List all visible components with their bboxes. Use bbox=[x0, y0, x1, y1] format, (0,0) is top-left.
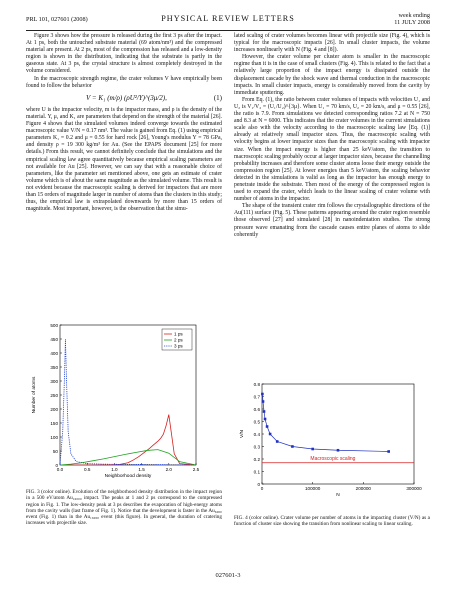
y-axis-label: Number of atoms bbox=[32, 376, 37, 414]
issue-date bbox=[394, 13, 430, 26]
y-tick-label: 0.5 bbox=[253, 419, 260, 425]
journal-ref: PRL 101, 027601 (2008) bbox=[26, 16, 88, 23]
y-tick-label: 400 bbox=[50, 350, 58, 356]
series-line bbox=[262, 394, 388, 452]
x-tick-label: 2.5 bbox=[192, 467, 200, 472]
data-point bbox=[276, 440, 279, 443]
y-tick-label: 0 bbox=[55, 462, 58, 468]
week-label: week ending bbox=[398, 12, 430, 19]
equation-expression: V = K₁ (m/ρ) (ρU²/Y)^(3μ/2), bbox=[86, 93, 167, 102]
figure-4 bbox=[234, 378, 430, 503]
y-axis-label: V/N bbox=[240, 430, 245, 438]
x-tick-label: 1.5 bbox=[138, 467, 145, 472]
data-point bbox=[311, 448, 314, 451]
paragraph: However, the crater volume per cluster atom is smaller in the macroscopic regime than it is in the case of small clusters (Fig. 4). This is related to the fact that a relatively large proportion of the impact energy is dissipated outside the displacement cascade by the shock wave and thermal conduction in the macroscopic impacts. In small cluster impacts, energy is considerably moved from the cavity by immediate sputtering. bbox=[234, 54, 430, 96]
data-point bbox=[387, 450, 390, 453]
x-tick-label: 100000 bbox=[304, 486, 321, 491]
y-tick-label: 0.3 bbox=[253, 444, 260, 450]
y-tick-label: 0.1 bbox=[253, 469, 260, 475]
right-column bbox=[234, 33, 430, 239]
paragraph: where U is the impactor velocity, m is the impactor mass, and ρ is the density of the material. Y, μ, and K₁ are parameters that depend on the strength of the material [26]. Figure 4 shows that the simulated volumes indeed converge towards the estimated macroscopic value V/N = 0.17 nm³. The value is gained from Eq. (1) using empirical parameters K₁ = 0.2 and μ = 0.55 for hard rock [26], Young's modulus Y = 78 GPa, and density ρ = 19 300 kg/m³ for Au. (See the EPAPS document [25] for more details.) From this result, we cannot definitely conclude that the simulations and the empirical scaling law agree quantitatively because empirical scaling parameters are not available for Au [25]. However, we can say that with a reasonable choice of parameters, like the parameter set mentioned above, one gets an estimate of crater volume which is of about the same magnitude as the simulated volume. This result is not evident because the macroscopic scaling is derived for impactors that are more than 15 orders of magnitude larger in number of atoms than the clusters in this study; thus, the empirical law is extrapolated downwards by more than 15 orders of magnitude. Most important, however, is the observation that the simu- bbox=[26, 106, 222, 213]
data-point bbox=[262, 400, 265, 403]
y-tick-label: 50 bbox=[52, 448, 58, 454]
equation-1 bbox=[26, 95, 222, 102]
figure-4-chart bbox=[234, 378, 430, 503]
paragraph: From Eq. (1), the ratio between crater volumes of impacts with velocities U₁ and U₂ is V₁/V₂ = (U₁/U₂)^{3μ}. When U₁ = 70 km/s, U₂ = 20 km/s, and μ = 0.55 [26], the ratio is 7.9. From simulations we detected corresponding ratios 7.2 at N = 750 and 8.3 at N = 6000. This indicates that the crater volumes in the current simulations scale also with the velocity according to the macroscopic scaling law [Eq. (1)] already at relatively small impactor sizes. Thus, the macroscopic scaling with velocity begins at lower impactor sizes than the macroscopic scaling with impactor size. When the impact energy is higher than 25 keV/atom, the transition to macroscopic scaling probably occur at larger impactor sizes, because the channelling probability increases and therefore some cluster atoms loose their energy outside the compression region [25]. At lower energies than 5 keV/atom, the scaling behavior detected in the simulations is valid as long as the impactor has enough energy to penetrate inside the substrate. Then most of the energy of the compressed region is used to expand the crater, which leads to the linear scaling of crater volume with number of atoms in the impactor. bbox=[234, 96, 430, 203]
legend-label: 3 ps bbox=[174, 343, 183, 349]
equation-number: (1) bbox=[213, 93, 222, 102]
y-tick-label: 0.6 bbox=[253, 406, 260, 412]
y-tick-label: 200 bbox=[50, 406, 58, 412]
x-axis-label: Neighborhood density bbox=[104, 474, 152, 479]
x-tick-label: 2.0 bbox=[165, 467, 172, 472]
x-axis-label: N bbox=[336, 493, 340, 498]
y-tick-label: 500 bbox=[50, 322, 58, 328]
paragraph: In the macroscopic strength regime, the crater volumes V have empirically been found to follow the behavior bbox=[26, 75, 222, 89]
y-tick-label: 250 bbox=[50, 392, 58, 398]
macroscopic-scaling-label: Macroscopic scaling bbox=[310, 455, 356, 462]
x-tick-label: 0 bbox=[260, 486, 264, 491]
y-tick-label: 0.8 bbox=[253, 381, 260, 387]
legend-label: 2 ps bbox=[174, 337, 183, 343]
data-point bbox=[263, 410, 266, 413]
figure-3-chart bbox=[26, 315, 222, 480]
paragraph: lated scaling of crater volumes becomes linear with projectile size (Fig. 4), which is typical for the macroscopic impacts [26]. In small cluster impacts, the volume increases nonlinearly with N (Fig. 4 and [8]). bbox=[234, 33, 430, 54]
y-tick-label: 0 bbox=[257, 481, 260, 487]
x-tick-label: 200000 bbox=[355, 486, 372, 491]
series-line-1-ps bbox=[60, 415, 196, 465]
data-point bbox=[261, 393, 264, 396]
page-header bbox=[26, 12, 430, 28]
left-column bbox=[26, 33, 222, 213]
plot-frame bbox=[262, 384, 414, 484]
data-point bbox=[264, 418, 267, 421]
journal-title: PHYSICAL REVIEW LETTERS bbox=[161, 14, 295, 23]
paragraph: Figure 3 shows how the pressure is released during the first 3 ps after the impact. At 1 ps, both the untouched substrate material (69 atom/nm³) and the compressed material are present. At 2 ps, most of the compression has released and a low-density region is shown in the distribution, indicating that the substrate is partly in the gaseous state. At 3 ps, the crystal structure is almost completely destroyed in the volume considered. bbox=[26, 33, 222, 75]
x-tick-label: 0.0 bbox=[56, 467, 64, 472]
header-rule bbox=[26, 30, 430, 31]
y-tick-label: 100 bbox=[50, 434, 58, 440]
x-tick-label: 300000 bbox=[406, 486, 422, 491]
legend-label: 1 ps bbox=[174, 331, 183, 337]
x-tick-label: 0.5 bbox=[84, 467, 91, 472]
y-tick-label: 300 bbox=[50, 378, 58, 384]
y-tick-label: 150 bbox=[50, 420, 58, 426]
y-tick-label: 350 bbox=[50, 364, 58, 370]
x-tick-label: 1.0 bbox=[111, 467, 118, 472]
paragraph: The shape of the transient crater rim follows the crystallographic directions of the Au(111) surface (Fig. 5). These patterns appearing around the crater region resemble those observed [27] and simulated [28] in nanoindentation studies. The strong pressure wave emanating from the cascade causes entire planes of atoms to slide coherently bbox=[234, 203, 430, 238]
series-line-3-ps bbox=[60, 339, 196, 465]
page-number: 027601-3 bbox=[215, 572, 241, 579]
data-point bbox=[269, 433, 272, 436]
y-tick-label: 0.7 bbox=[253, 394, 260, 400]
data-point bbox=[337, 449, 340, 452]
y-tick-label: 450 bbox=[50, 336, 58, 342]
y-tick-label: 0.4 bbox=[253, 431, 260, 437]
data-point bbox=[291, 445, 294, 448]
figure-3 bbox=[26, 315, 222, 480]
figure-4-caption: FIG. 4 (color online). Crater volume per number of atoms in the impacting cluster (V/N) as a function of cluster size showing the transition from nonlinear scaling to linear scaling. bbox=[234, 515, 430, 528]
date-label: 11 JULY 2008 bbox=[394, 18, 430, 26]
figure-3-caption: FIG. 3 (color online). Evolution of the neighborhood density distribution in the impact region in a 500 eV/atom Au₁₆₀₀₀ impact. The peaks at 1 and 2 ps correspond to the compressed region in Fig. 1. The low-density peak at 3 ps describes the evaporation of high-energy atoms from the cavity walls (last frame of Fig. 1). Notice that the development is faster in the Au₆₀₀₀ event (Fig. 1) than in the Au₁₆₀₀₀ event (this figure). In general, the duration of cratering increases with projectile size. bbox=[26, 489, 222, 527]
y-tick-label: 0.2 bbox=[253, 456, 260, 462]
data-point bbox=[266, 425, 269, 428]
